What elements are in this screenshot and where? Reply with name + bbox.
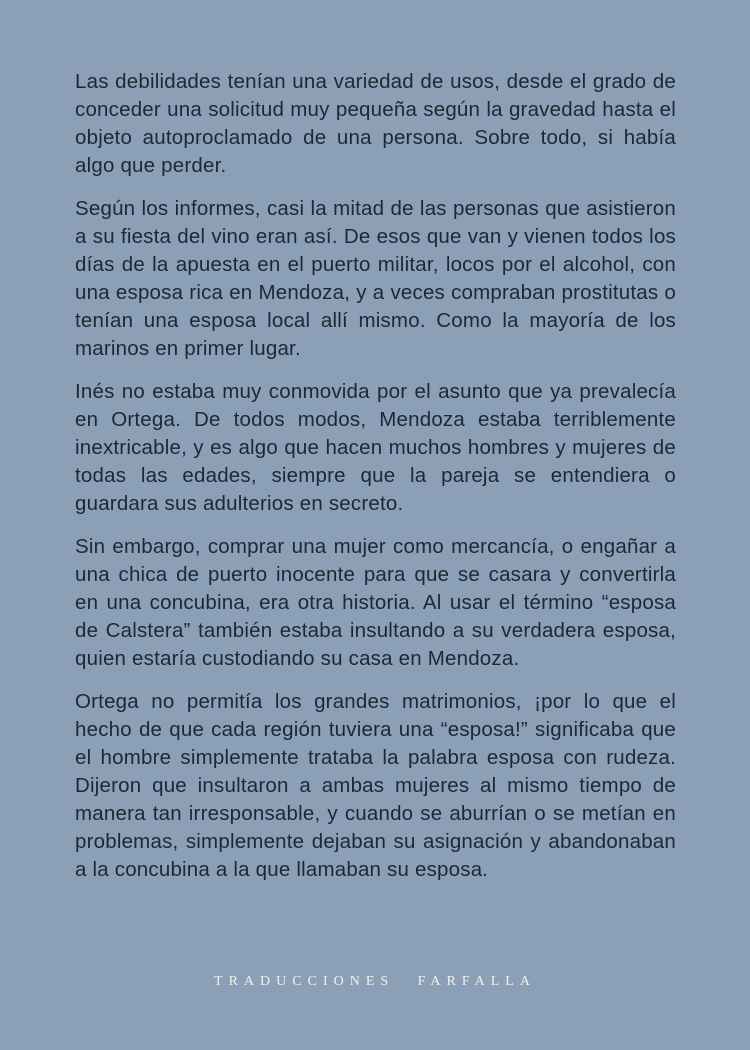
- body-text: [75, 68, 676, 899]
- translator-watermark: TRADUCCIONES FARFALLA: [214, 974, 536, 989]
- paragraph: Las debilidades tenían una variedad de usos, desde el grado de conceder una solicitud muy pequeña según la gravedad hasta el objeto autoproclamado de una persona. Sobre todo, si había algo que perder.: [75, 70, 676, 177]
- paragraph: Según los informes, casi la mitad de las personas que asistieron a su fiesta del vino eran así. De esos que van y vienen todos los días de la apuesta en el puerto militar, locos por el alcohol, con una esposa rica en Mendoza, y a veces compraban prostitutas o tenían una esposa local allí mismo. Como la mayoría de los marinos en primer lugar.: [75, 197, 676, 360]
- paragraph: Inés no estaba muy conmovida por el asunto que ya prevalecía en Ortega. De todos modos, Mendoza estaba terriblemente inextricable, y es algo que hacen muchos hombres y mujeres de todas las edades, siempre que la pareja se entendiera o guardara sus adulterios en secreto.: [75, 380, 676, 515]
- paragraph: Sin embargo, comprar una mujer como mercancía, o engañar a una chica de puerto inocente para que se casara y convertirla en una concubina, era otra historia. Al usar el término “esposa de Calstera” también estaba insultando a su verdadera esposa, quien estaría custodiando su casa en Mendoza.: [75, 535, 676, 670]
- paragraph: Ortega no permitía los grandes matrimonios, ¡por lo que el hecho de que cada región tuviera una “esposa!” significaba que el hombre simplemente trataba la palabra esposa con rudeza. Dijeron que insultaron a ambas mujeres al mismo tiempo de manera tan irresponsable, y cuando se aburrían o se metían en problemas, simplemente dejaban su asignación y abandonaban a la concubina a la que llamaban su esposa.: [75, 690, 676, 881]
